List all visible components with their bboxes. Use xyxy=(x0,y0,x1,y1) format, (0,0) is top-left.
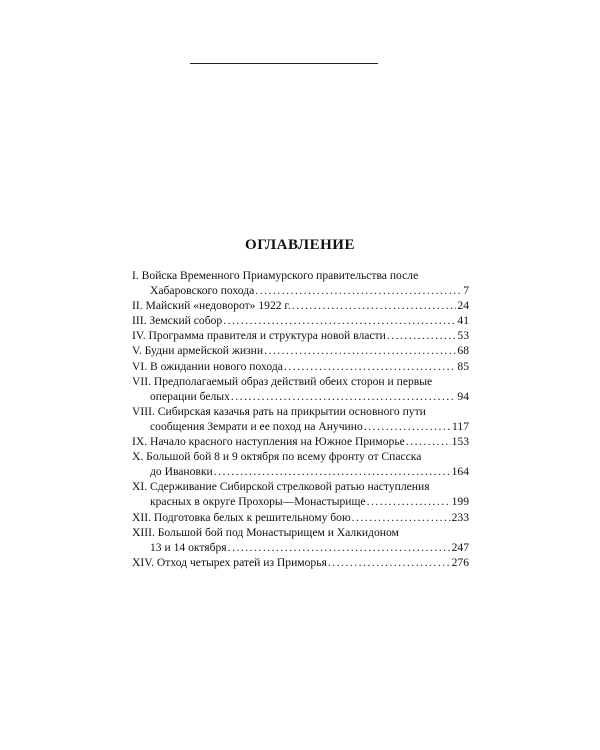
toc-entry-last-line xyxy=(132,343,469,358)
toc-entry xyxy=(132,525,469,555)
toc-entry xyxy=(132,404,469,434)
dot-leader xyxy=(231,389,457,404)
toc-entry xyxy=(132,298,469,313)
toc-entry-last-line xyxy=(132,540,469,555)
dot-leader xyxy=(264,343,456,358)
toc-entry xyxy=(132,328,469,343)
dot-leader xyxy=(292,298,457,313)
toc-entry-page: 153 xyxy=(451,435,469,449)
toc-entry-last-line xyxy=(132,510,469,525)
toc-entry-title: II. Майский «недоворот» 1922 г. xyxy=(132,299,291,313)
toc-entry-title: VIII. Сибирская казачья рать на прикрытии основного пути xyxy=(132,404,426,418)
toc-entry xyxy=(132,479,469,509)
dot-leader xyxy=(223,313,456,328)
toc-entry-title: XI. Сдерживание Сибирской стрелковой ратью наступления xyxy=(132,480,430,494)
toc-entry-title: XIII. Большой бой под Монастырищем и Халкидоном xyxy=(132,525,399,539)
toc-entry-last-line xyxy=(132,313,469,328)
toc-entry xyxy=(132,374,469,404)
dot-leader xyxy=(255,283,462,298)
toc-entry-page: 276 xyxy=(451,555,469,569)
toc-entry-page: 117 xyxy=(452,419,469,433)
toc-entry-title: до Ивановки xyxy=(150,465,213,479)
toc-entry-title: VII. Предполагаемый образ действий обеих сторон и первые xyxy=(132,374,433,388)
toc-entry-page: 233 xyxy=(451,510,469,524)
toc-entry-title: операции белых xyxy=(150,389,230,403)
toc-entry-page: 247 xyxy=(451,540,469,554)
page-title: ОГЛАВЛЕНИЕ xyxy=(245,237,355,253)
toc-entry xyxy=(132,313,469,328)
toc-entry-page: 41 xyxy=(457,314,469,328)
table-of-contents xyxy=(132,268,469,570)
dot-leader xyxy=(328,555,451,570)
toc-entry xyxy=(132,449,469,479)
toc-entry-title: красных в округе Прохоры—Монастырище xyxy=(150,495,366,509)
toc-entry-title: IX. Начало красного наступления на Южное Приморье xyxy=(132,435,405,449)
toc-entry-title: сообщения Земрати и ее поход на Анучино xyxy=(150,419,363,433)
toc-entry-page: 53 xyxy=(457,329,469,343)
dot-leader xyxy=(214,464,451,479)
toc-entry-title: 13 и 14 октября xyxy=(150,540,227,554)
dot-leader xyxy=(367,494,451,509)
toc-entry-last-line xyxy=(132,283,469,298)
toc-entry-last-line xyxy=(132,464,469,479)
toc-entry-page: 7 xyxy=(463,284,469,298)
toc-entry-last-line xyxy=(132,389,469,404)
toc-entry-title: III. Земский собор xyxy=(132,314,223,328)
toc-entry-last-line xyxy=(132,359,469,374)
toc-entry-page: 24 xyxy=(457,299,469,313)
toc-entry-title: XIV. Отход четырех ратей из Приморья xyxy=(132,555,327,569)
toc-entry-page: 164 xyxy=(451,465,469,479)
toc-entry-page: 85 xyxy=(457,359,469,373)
toc-entry xyxy=(132,343,469,358)
toc-entry-title: V. Будни армейской жизни xyxy=(132,344,264,358)
dot-leader xyxy=(364,419,451,434)
toc-entry xyxy=(132,434,469,449)
dot-leader xyxy=(387,328,457,343)
dot-leader xyxy=(406,434,451,449)
toc-entry-title: VI. В ожидании нового похода xyxy=(132,359,283,373)
toc-entry xyxy=(132,555,469,570)
toc-entry-last-line xyxy=(132,434,469,449)
top-rule xyxy=(190,63,378,64)
toc-entry-title: X. Большой бой 8 и 9 октября по всему фронту от Спасска xyxy=(132,450,422,464)
toc-entry xyxy=(132,359,469,374)
toc-entry xyxy=(132,268,469,298)
toc-entry-title: Хабаровского похода xyxy=(150,284,255,298)
toc-entry-page: 94 xyxy=(457,389,469,403)
toc-entry-last-line xyxy=(132,555,469,570)
toc-entry-title: IV. Программа правителя и структура новой власти xyxy=(132,329,386,343)
toc-entry-last-line xyxy=(132,328,469,343)
dot-leader xyxy=(284,359,457,374)
toc-entry-page: 199 xyxy=(451,495,469,509)
toc-entry xyxy=(132,510,469,525)
toc-entry-title: XII. Подготовка белых к решительному бою xyxy=(132,510,351,524)
dot-leader xyxy=(228,540,451,555)
toc-entry-last-line xyxy=(132,494,469,509)
dot-leader xyxy=(352,510,451,525)
toc-entry-page: 68 xyxy=(457,344,469,358)
toc-entry-title: I. Войска Временного Приамурского правительства после xyxy=(132,269,419,282)
toc-entry-last-line xyxy=(132,419,469,434)
toc-entry-last-line xyxy=(132,298,469,313)
